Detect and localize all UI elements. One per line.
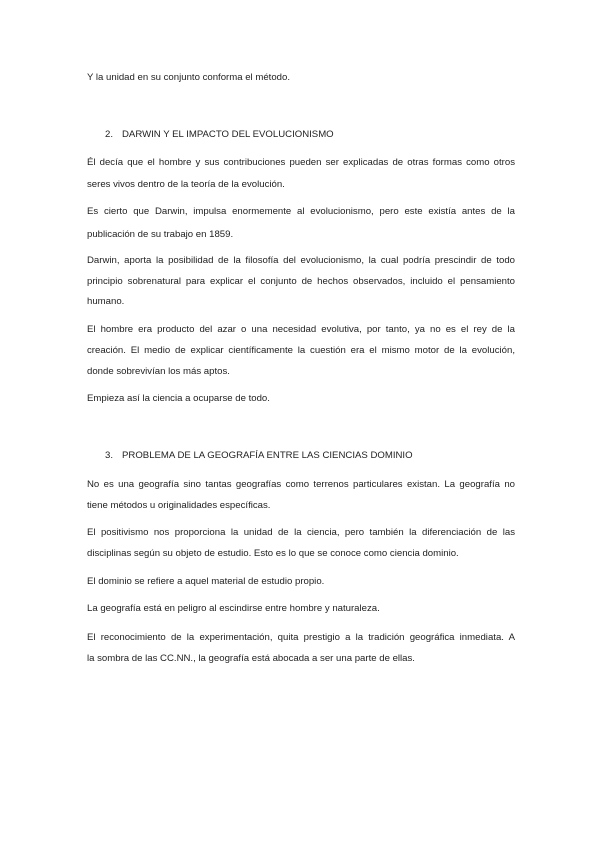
s2-p4-line-3: donde sobrevivían los más aptos. [87, 366, 230, 377]
section-2-heading [87, 129, 515, 141]
intro-line: Y la unidad en su conjunto conforma el método. [87, 72, 291, 83]
s2-p1-line-2: seres vivos dentro de la teoría de la evolución. [87, 179, 285, 190]
s3-p1-line-1: No es una geografía sino tantas geografías como terrenos particulares existan. La geografía no [87, 479, 515, 490]
s2-p3-line-1: Darwin, aporta la posibilidad de la filosofía del evolucionismo, la cual podría prescindir de todo [87, 255, 515, 266]
s3-p4-line-1: La geografía está en peligro al escindirse entre hombre y naturaleza. [87, 603, 380, 614]
s3-p2-line-2: disciplinas según su objeto de estudio. Esto es lo que se conoce como ciencia dominio. [87, 548, 459, 559]
section-3-number: 3. [105, 450, 114, 461]
section-2-number: 2. [105, 129, 114, 140]
s3-p3-line-1: El dominio se refiere a aquel material de estudio propio. [87, 576, 325, 587]
s3-p5-line-2: la sombra de las CC.NN., la geografía está abocada a ser una parte de ellas. [87, 653, 415, 664]
s2-p1-line-1: Él decía que el hombre y sus contribuciones pueden ser explicadas de otras formas como otros [87, 157, 515, 168]
s2-p4-line-1: El hombre era producto del azar o una necesidad evolutiva, por tanto, ya no es el rey de la [87, 324, 515, 335]
s3-p2-line-1: El positivismo nos proporciona la unidad de la ciencia, pero también la diferenciación de las [87, 527, 515, 538]
s2-p4-line-2: creación. El medio de explicar científicamente la cuestión era el mismo motor de la evolución, [87, 345, 515, 356]
s2-p3-line-2: principio sobrenatural para explicar el conjunto de hechos observados, incluido el pensamiento [87, 276, 515, 287]
s2-p2-line-1: Es cierto que Darwin, impulsa enormemente al evolucionismo, pero este existía antes de la [87, 206, 515, 217]
s3-p5-line-1: El reconocimiento de la experimentación, quita prestigio a la tradición geográfica inmediata. A [87, 632, 515, 643]
section-2-title: DARWIN Y EL IMPACTO DEL EVOLUCIONISMO [122, 129, 334, 140]
section-3-title: PROBLEMA DE LA GEOGRAFÍA ENTRE LAS CIENCIAS DOMINIO [122, 450, 413, 461]
s2-p2-line-2: publicación de su trabajo en 1859. [87, 229, 234, 240]
s3-p1-line-2: tiene métodos u originalidades específicas. [87, 500, 271, 511]
s2-p3-line-3: humano. [87, 296, 125, 307]
section-3-heading [87, 450, 515, 462]
s2-p5-line-1: Empieza así la ciencia a ocuparse de todo. [87, 393, 270, 404]
